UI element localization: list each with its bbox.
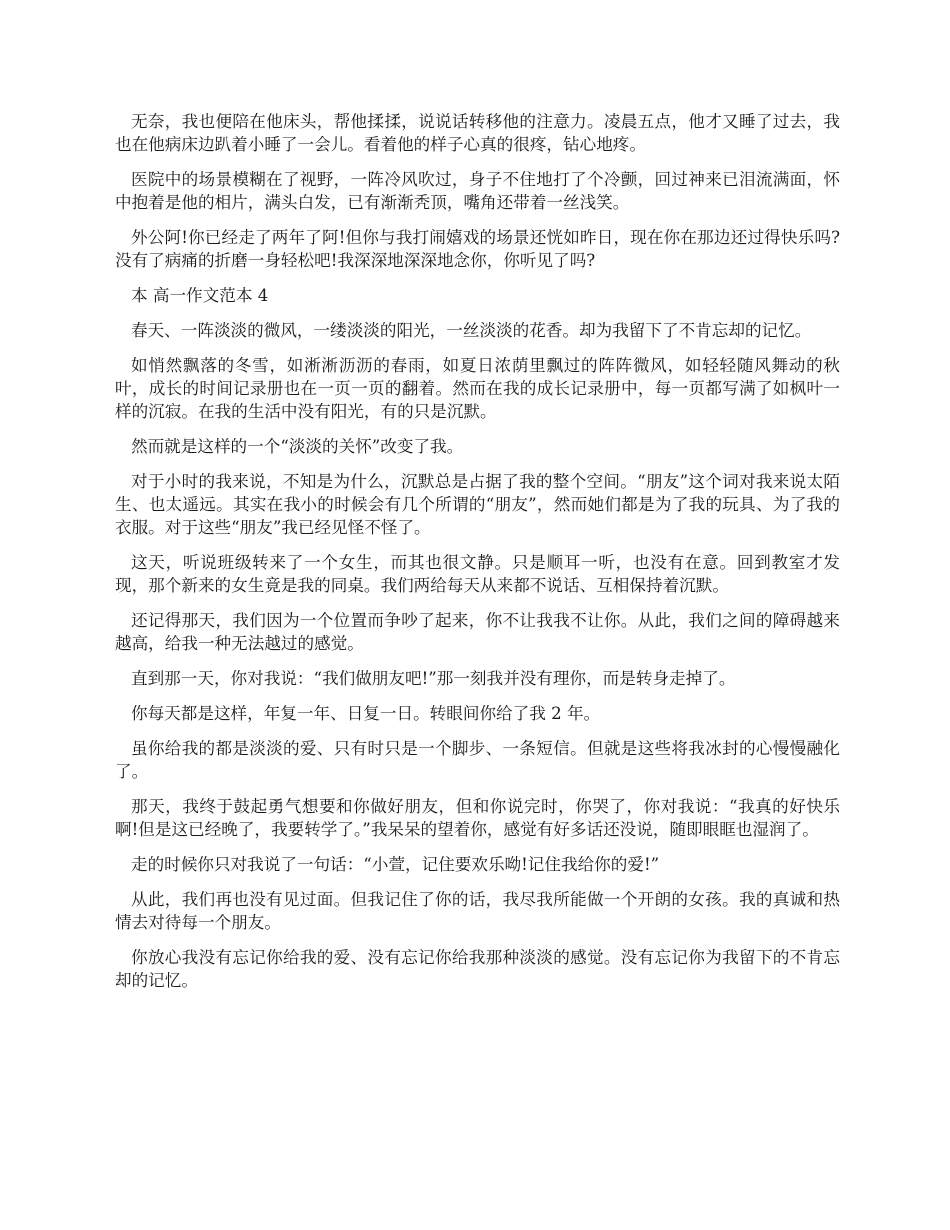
paragraph: 你每天都是这样，年复一年、日复一日。转眼间你给了我 2 年。 [131,704,601,723]
paragraph: 外公阿!你已经走了两年了阿!但你与我打闹嬉戏的场景还恍如昨日，现在你在那边还过得快乐吗?没有了病痛的折磨一身轻松吧!我深深地深深地念你，你听见了吗? [115,228,840,270]
paragraph: 直到那一天，你对我说：“我们做朋友吧!”那一刻我并没有理你，而是转身走掉了。 [131,669,736,688]
paragraph: 这天，听说班级转来了一个女生，而其也很文静。只是顺耳一听，也没有在意。回到教室才发现，那个新来的女生竟是我的同桌。我们两给每天从来都不说话、互相保持着沉默。 [115,553,840,595]
paragraph: 无奈，我也便陪在他床头，帮他揉揉，说说话转移他的注意力。凌晨五点，他才又睡了过去，我也在他病床边趴着小睡了一会儿。看着他的样子心真的很疼，钻心地疼。 [115,112,840,154]
paragraph: 医院中的场景模糊在了视野，一阵冷风吹过，身子不住地打了个冷颤，回过神来已泪流满面，怀中抱着是他的相片，满头白发，已有渐渐秃顶，嘴角还带着一丝浅笑。 [115,170,840,212]
paragraph: 走的时候你只对我说了一句话：“小萱，记住要欢乐呦!记住我给你的爱!” [131,855,660,874]
paragraph: 那天，我终于鼓起勇气想要和你做好朋友，但和你说完时，你哭了，你对我说：“我真的好快乐啊!但是这已经晚了，我要转学了。”我呆呆的望着你，感觉有好多话还没说，随即眼眶也湿润了。 [115,797,840,839]
document-body [115,110,840,1004]
paragraph: 还记得那天，我们因为一个位置而争吵了起来，你不让我我不让你。从此，我们之间的障碍越来越高，给我一种无法越过的感觉。 [115,611,840,653]
paragraph: 春天、一阵淡淡的微风，一缕淡淡的阳光，一丝淡淡的花香。却为我留下了不肯忘却的记忆。 [131,321,812,340]
paragraph: 对于小时的我来说，不知是为什么，沉默总是占据了我的整个空间。“朋友”这个词对我来说太陌生、也太遥远。其实在我小的时候会有几个所谓的“朋友”，然而她们都是为了我的玩具、为了我的衣服。对于这些“朋友”我已经见怪不怪了。 [115,472,840,537]
paragraph: 如悄然飘落的冬雪，如淅淅沥沥的春雨，如夏日浓荫里飘过的阵阵微风，如轻轻随风舞动的秋叶，成长的时间记录册也在一页一页的翻着。然而在我的成长记录册中，每一页都写满了如枫叶一样的沉寂。在我的生活中没有阳光，有的只是沉默。 [115,356,840,421]
paragraph: 然而就是这样的一个“淡淡的关怀”改变了我。 [131,437,464,456]
paragraph: 虽你给我的都是淡淡的爱、只有时只是一个脚步、一条短信。但就是这些将我冰封的心慢慢融化了。 [115,739,840,781]
paragraph: 你放心我没有忘记你给我的爱、没有忘记你给我那种淡淡的感觉。没有忘记你为我留下的不肯忘却的记忆。 [115,948,840,990]
section-heading: 本 高一作文范本 4 [131,286,269,305]
paragraph: 从此，我们再也没有见过面。但我记住了你的话，我尽我所能做一个开朗的女孩。我的真诚和热情去对待每一个朋友。 [115,890,840,932]
